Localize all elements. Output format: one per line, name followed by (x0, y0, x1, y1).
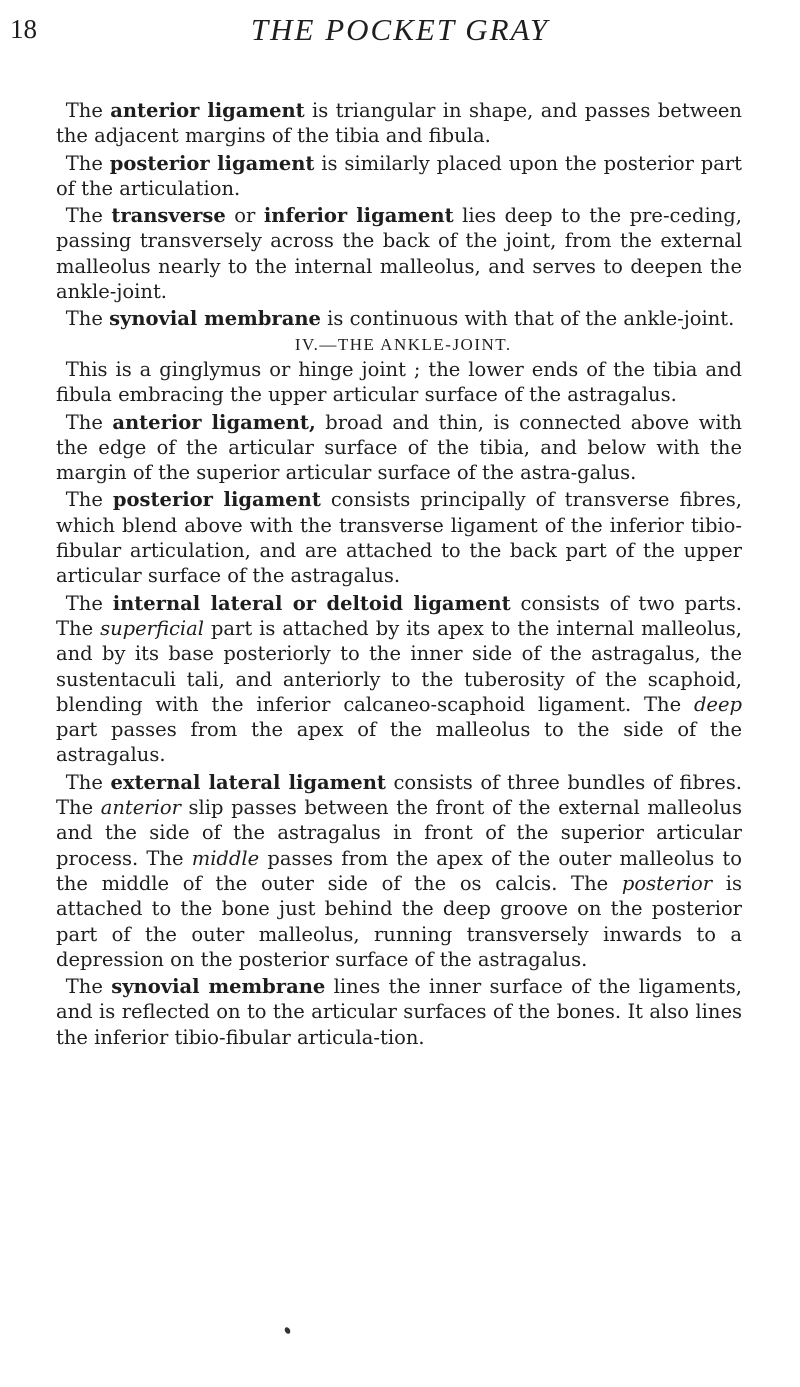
paragraph-ankle-synovial-membrane (56, 974, 742, 1050)
italic-posterior: posterior (621, 871, 713, 895)
page-number: 18 (10, 14, 37, 44)
paragraph-anterior-ligament (56, 98, 742, 149)
text: passes from the apex of the outer malleolus to the middle of the outer side of the os calcis. The (56, 846, 742, 895)
text: The (65, 591, 113, 615)
term-posterior-ligament: posterior ligament (112, 488, 321, 512)
ink-mark (284, 1326, 292, 1335)
term-synovial-membrane: synovial membrane (109, 307, 321, 331)
paragraph-deltoid-ligament (56, 591, 742, 768)
paragraph-posterior-ligament (56, 151, 742, 202)
text: is triangular in shape, and passes between the adjacent margins of the tibia and fibula. (56, 99, 742, 148)
text: The (65, 488, 113, 512)
text: slip passes between the front of the external malleolus and the side of the astragalus in front of the superior articular process. The (56, 796, 742, 870)
term-anterior-ligament: anterior ligament, (112, 410, 316, 434)
page-header (0, 8, 800, 58)
text: The (65, 307, 110, 331)
text: consists of three bundles of fibres. The (56, 770, 742, 820)
italic-anterior: anterior (100, 796, 181, 820)
paragraph-ankle-posterior-ligament (56, 487, 742, 588)
paragraph-synovial-membrane (56, 306, 742, 331)
text: is continuous with that of the ankle-joint. (320, 307, 735, 331)
italic-deep: deep (693, 692, 742, 716)
term-posterior-ligament: posterior ligament (109, 151, 315, 175)
text: lines the inner surface of the ligaments, and is reflected on to the articular surfaces of the bones. It also lines the inferior tibio-fibular articula-tion. (56, 975, 742, 1049)
text: broad and thin, is connected above with the edge of the articular surface of the tibia, and below with the margin of the superior articular surface of the astra-galus. (56, 410, 742, 485)
paragraph-transverse-ligament (56, 203, 742, 304)
term-inferior-ligament: inferior ligament (263, 204, 454, 228)
section-heading: IV.—THE ANKLE-JOINT. (294, 334, 512, 354)
running-head: THE POCKET GRAY (250, 12, 550, 47)
italic-superficial: superficial (100, 616, 204, 640)
text: The (65, 151, 110, 175)
text: is similarly placed upon the posterior part of the articulation. (56, 151, 742, 200)
paragraph-external-lateral-ligament (56, 770, 742, 972)
text: or (225, 204, 264, 228)
text: The (65, 410, 113, 434)
text: is attached to the bone just behind the deep groove on the posterior part of the outer malleolus, running transversely inwards to a depression on the posterior surface of the astragalus. (56, 871, 742, 971)
text: The (65, 204, 112, 228)
text: The (65, 99, 111, 122)
term-synovial-membrane: synovial membrane (111, 975, 326, 999)
term-transverse: transverse (111, 204, 226, 228)
text: The (65, 975, 112, 999)
text: part passes from the apex of the malleolus to the side of the astragalus. (56, 718, 742, 767)
page-body (56, 98, 742, 1050)
text: consists of two parts. The (56, 591, 742, 640)
text: The (65, 770, 111, 794)
text: lies deep to the pre-ceding, passing transversely across the back of the joint, from the external malleolus nearly to the internal malleolus, and serves to deepen the ankle-joint. (56, 204, 742, 304)
text: part is attached by its apex to the internal malleolus, and by its base posteriorly to the inner side of the astragalus, the sustentaculi tali, and anteriorly to the tuberosity of the scaphoid, blending with the inferior calcaneo-scaphoid ligament. The (56, 616, 742, 716)
term-external-lateral-ligament: external lateral ligament (110, 770, 386, 794)
paragraph-ankle-anterior-ligament (56, 410, 742, 486)
term-deltoid-ligament: internal lateral or deltoid ligament (112, 591, 511, 615)
term-anterior-ligament: anterior ligament (110, 99, 305, 122)
paragraph-hinge-joint: This is a ginglymus or hinge joint ; the lower ends of the tibia and fibula embracing the upper articular surface of the astragalus. (56, 357, 742, 407)
italic-middle: middle (191, 846, 260, 870)
text: consists principally of transverse fibres, which blend above with the transverse ligament of the inferior tibio-fibular articulation, and are attached to the back part of the upper articular surface of the astragalus. (56, 488, 743, 588)
